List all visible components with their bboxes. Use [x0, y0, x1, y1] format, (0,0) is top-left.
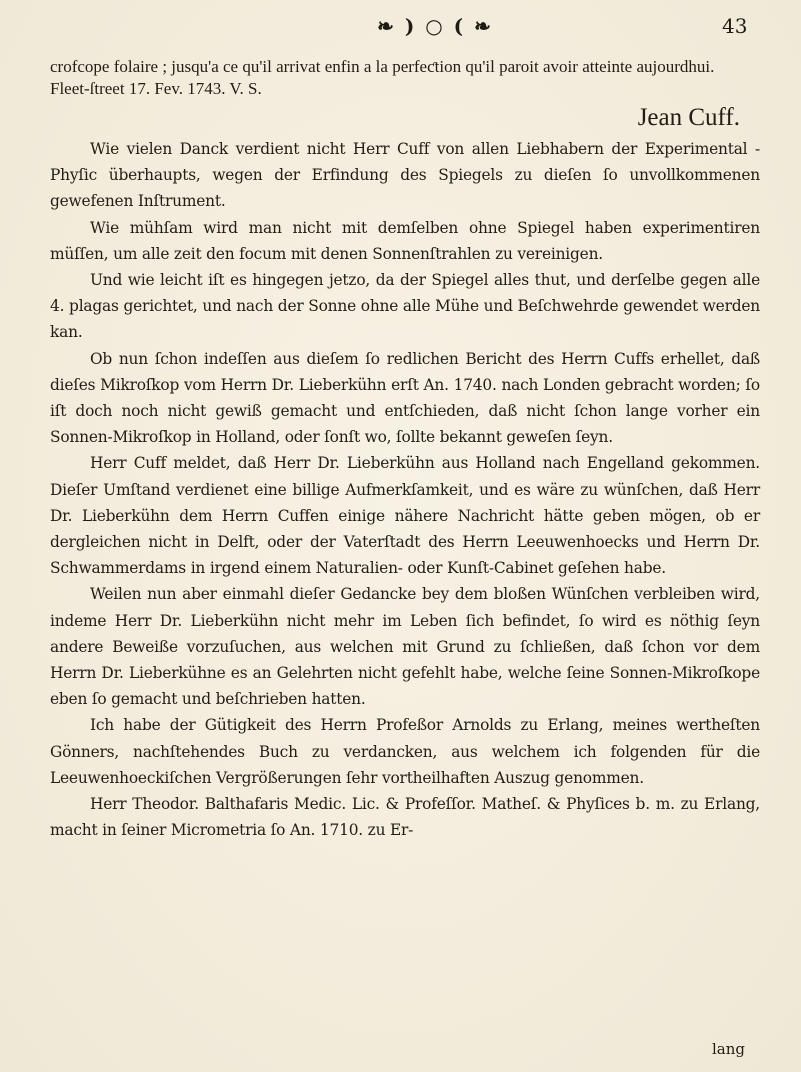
page-number: 43 [722, 14, 748, 38]
header-ornament: ❧ ) ○ ( ❧ [377, 14, 493, 38]
german-paragraph: Wie vielen Danck verdient nicht Herr Cuff von allen Liebhabern der Experimental - Phyſic überhaupts, wegen der Erfindung des Spiegels zu dieſen ſo unvollkommenen gewefenen Inſtrument. [50, 140, 760, 211]
french-paragraph: crofcope folaire ; jusqu'a ce qu'il arrivat enfin a la perfeƈtion qu'il paroit avoir atteinte aujourdhui. [50, 57, 715, 76]
page-header [0, 14, 801, 48]
german-paragraph: Herr Cuff meldet, daß Herr Dr. Lieberkühn aus Holland nach Engelland gekommen. Dieſer Umſtand verdienet eine billige Aufmerkſamkeit, und es wäre zu wünſchen, daß Herr Dr. Lieberkühn dem Herrn Cuffen einige nähere Nachricht hätte geben mögen, ob er dergleichen nicht in Delft, oder der Vaterſtadt des Herrn Leeuwenhoecks und Herrn Dr. Schwammerdams in irgend einem Naturalien- oder Kunſt-Cabinet geſehen habe. [50, 454, 760, 578]
german-paragraph: Herr Theodor. Balthafaris Medic. Lic. & Profeſſor. Matheſ. & Phyſices b. m. zu Erlang, macht in ſeiner Micrometria ſo An. 1710. zu Er- [50, 795, 760, 840]
german-paragraph: Und wie leicht iſt es hingegen jetzo, da der Spiegel alles thut, und derſelbe gegen alle 4. plagas gerichtet, und nach der Sonne ohne alle Mühe und Beſchwehrde gewendet werden kan. [50, 271, 760, 342]
dateline: Fleet-ſtreet 17. Fev. 1743. V. S. [50, 79, 262, 98]
german-paragraph: Wie mühſam wird man nicht mit demſelben ohne Spiegel haben experimentiren müſſen, um alle zeit den focum mit denen Sonnenſtrahlen zu vereinigen. [50, 218, 760, 263]
signature: Jean Cuff. [637, 104, 740, 131]
german-paragraph: Ich habe der Gütigkeit des Herrn Profeßor Arnolds zu Erlang, meines wertheſten Gönners, nachſtehendes Buch zu verdancken, aus welchem ich folgenden für die Leeuwenhoeckiſchen Vergrößerungen ſehr vortheilhaften Auszug genommen. [50, 716, 760, 787]
catchword: lang [712, 1040, 746, 1058]
german-paragraph: Weilen nun aber einmahl dieſer Gedancke bey dem bloßen Wünſchen verbleiben wird, indeme Herr Dr. Lieberkühn nicht mehr im Leben ſich befindet, ſo wird es nöthig ſeyn andere Beweiße vorzuſuchen, aus welchen mit Grund zu ſchließen, daß ſchon vor dem Herrn Dr. Lieberkühne es an Gelehrten nicht gefehlt habe, welche ſeine Sonnen-Mikroſkope eben ſo gemacht und beſchrieben hatten. [50, 585, 760, 709]
german-paragraph: Ob nun ſchon indeſſen aus dieſem ſo redlichen Bericht des Herrn Cuffs erhellet, daß dieſes Mikroſkop vom Herrn Dr. Lieberkühn erſt An. 1740. nach Londen gebracht worden; ſo iſt doch noch nicht gewiß gemacht und entſchieden, daß nicht ſchon lange vorher ein Sonnen-Mikroſkop in Holland, oder ſonſt wo, ſollte bekannt geweſen ſeyn. [50, 349, 760, 447]
text-block [50, 56, 760, 843]
